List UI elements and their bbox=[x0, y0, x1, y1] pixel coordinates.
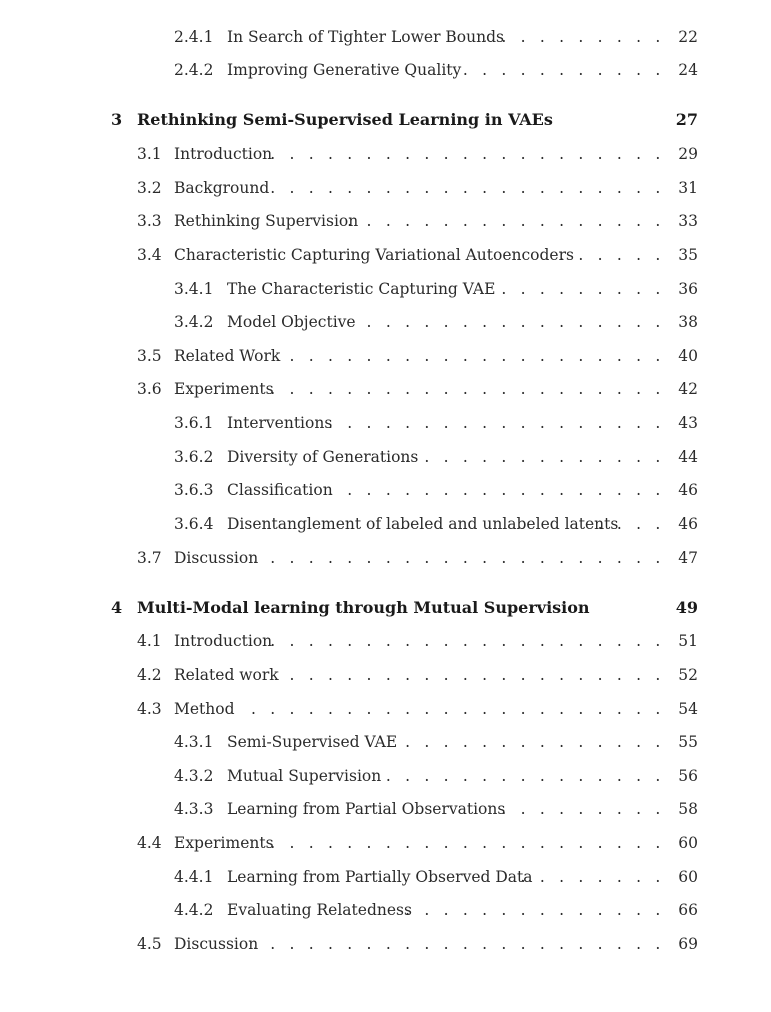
toc-entry[interactable] bbox=[0, 898, 771, 922]
dot-leader bbox=[406, 445, 665, 469]
dot-leader bbox=[330, 411, 665, 435]
dot-leader bbox=[268, 831, 665, 855]
toc-entry[interactable] bbox=[0, 697, 771, 721]
section-title: Introduction bbox=[174, 632, 273, 650]
section-number: 3.6.4 bbox=[174, 515, 214, 533]
section-number: 2.4.2 bbox=[174, 61, 214, 79]
section-number: 4.5 bbox=[137, 935, 162, 953]
section-number: 3.6.3 bbox=[174, 481, 214, 499]
page-number: 46 bbox=[678, 515, 698, 533]
section-title: Disentanglement of labeled and unlabeled latents bbox=[227, 515, 619, 533]
section-number: 3.1 bbox=[137, 145, 162, 163]
section-number: 4.4 bbox=[137, 834, 162, 852]
section-title: Introduction bbox=[174, 145, 273, 163]
page-number: 51 bbox=[678, 632, 698, 650]
toc-entry[interactable] bbox=[0, 209, 771, 233]
chapter-number: 4 bbox=[111, 598, 123, 617]
section-title: Classification bbox=[227, 481, 333, 499]
chapter-title: Multi-Modal learning through Mutual Supervision bbox=[137, 598, 590, 617]
toc-entry[interactable] bbox=[0, 546, 771, 570]
section-title: Evaluating Relatedness bbox=[227, 901, 412, 919]
dot-leader bbox=[485, 25, 665, 49]
dot-leader bbox=[242, 697, 665, 721]
section-title: In Search of Tighter Lower Bounds bbox=[227, 28, 504, 46]
toc-entry[interactable] bbox=[0, 176, 771, 200]
page-number: 58 bbox=[678, 800, 698, 818]
section-title: Discussion bbox=[174, 549, 259, 567]
section-number: 4.3.1 bbox=[174, 733, 214, 751]
page-number: 55 bbox=[678, 733, 698, 751]
dot-leader bbox=[330, 478, 665, 502]
section-title: Experiments bbox=[174, 834, 274, 852]
toc-chapter[interactable] bbox=[0, 108, 771, 132]
toc-entry[interactable] bbox=[0, 730, 771, 754]
dot-leader bbox=[280, 663, 665, 687]
toc-entry[interactable] bbox=[0, 797, 771, 821]
section-number: 2.4.1 bbox=[174, 28, 214, 46]
dot-leader bbox=[588, 512, 665, 536]
toc-entry[interactable] bbox=[0, 377, 771, 401]
section-title: The Characteristic Capturing VAE bbox=[227, 280, 496, 298]
toc-entry[interactable] bbox=[0, 764, 771, 788]
section-number: 4.3.2 bbox=[174, 767, 214, 785]
page-number: 24 bbox=[678, 61, 698, 79]
section-title: Discussion bbox=[174, 935, 259, 953]
section-title: Learning from Partially Observed Data bbox=[227, 868, 533, 886]
toc-entry[interactable] bbox=[0, 344, 771, 368]
section-number: 4.3 bbox=[137, 700, 162, 718]
dot-leader bbox=[355, 310, 665, 334]
dot-leader bbox=[280, 344, 665, 368]
section-title: Mutual Supervision bbox=[227, 767, 382, 785]
dot-leader bbox=[490, 797, 665, 821]
page-number: 49 bbox=[675, 598, 698, 617]
page-number: 35 bbox=[678, 246, 698, 264]
section-number: 4.2 bbox=[137, 666, 162, 684]
section-number: 3.4.1 bbox=[174, 280, 214, 298]
section-title: Characteristic Capturing Variational Autoencoders bbox=[174, 246, 574, 264]
section-number: 3.5 bbox=[137, 347, 162, 365]
page-number: 47 bbox=[678, 549, 698, 567]
toc-entry[interactable] bbox=[0, 663, 771, 687]
page-number: 43 bbox=[678, 414, 698, 432]
toc-entry[interactable] bbox=[0, 831, 771, 855]
section-title: Model Objective bbox=[227, 313, 356, 331]
page-number: 46 bbox=[678, 481, 698, 499]
page-number: 33 bbox=[678, 212, 698, 230]
toc-entry[interactable] bbox=[0, 58, 771, 82]
page-number: 38 bbox=[678, 313, 698, 331]
section-title: Diversity of Generations bbox=[227, 448, 419, 466]
page-number: 69 bbox=[678, 935, 698, 953]
section-number: 4.4.2 bbox=[174, 901, 214, 919]
dot-leader bbox=[268, 142, 665, 166]
section-number: 3.6.2 bbox=[174, 448, 214, 466]
chapter-title: Rethinking Semi-Supervised Learning in VAEs bbox=[137, 110, 553, 129]
chapter-number: 3 bbox=[111, 110, 123, 129]
page-number: 60 bbox=[678, 834, 698, 852]
page-number: 52 bbox=[678, 666, 698, 684]
toc-entry[interactable] bbox=[0, 865, 771, 889]
section-number: 3.7 bbox=[137, 549, 162, 567]
toc-entry[interactable] bbox=[0, 629, 771, 653]
dot-leader bbox=[486, 277, 665, 301]
section-number: 4.4.1 bbox=[174, 868, 214, 886]
toc-entry[interactable] bbox=[0, 277, 771, 301]
section-number: 3.4.2 bbox=[174, 313, 214, 331]
toc-entry[interactable] bbox=[0, 932, 771, 956]
page-number: 29 bbox=[678, 145, 698, 163]
section-number: 4.1 bbox=[137, 632, 162, 650]
dot-leader bbox=[514, 865, 665, 889]
section-title: Related Work bbox=[174, 347, 281, 365]
dot-leader bbox=[448, 58, 665, 82]
toc-entry[interactable] bbox=[0, 243, 771, 267]
page-number: 27 bbox=[675, 110, 698, 129]
section-title: Related work bbox=[174, 666, 279, 684]
page-number: 44 bbox=[678, 448, 698, 466]
dot-leader bbox=[254, 932, 665, 956]
section-title: Interventions bbox=[227, 414, 333, 432]
page-number: 22 bbox=[678, 28, 698, 46]
toc-entry[interactable] bbox=[0, 512, 771, 536]
toc-chapter[interactable] bbox=[0, 596, 771, 620]
dot-leader bbox=[268, 629, 665, 653]
dot-leader bbox=[254, 546, 665, 570]
section-title: Improving Generative Quality bbox=[227, 61, 462, 79]
toc-entry[interactable] bbox=[0, 478, 771, 502]
page-number: 31 bbox=[678, 179, 698, 197]
toc-entry[interactable] bbox=[0, 310, 771, 334]
dot-leader bbox=[345, 209, 665, 233]
dot-leader bbox=[398, 898, 665, 922]
section-title: Rethinking Supervision bbox=[174, 212, 359, 230]
section-title: Experiments bbox=[174, 380, 274, 398]
section-number: 3.4 bbox=[137, 246, 162, 264]
section-title: Method bbox=[174, 700, 235, 718]
page-number: 60 bbox=[678, 868, 698, 886]
section-number: 3.3 bbox=[137, 212, 162, 230]
page-number: 36 bbox=[678, 280, 698, 298]
page-number: 56 bbox=[678, 767, 698, 785]
dot-leader bbox=[268, 377, 665, 401]
section-title: Background bbox=[174, 179, 270, 197]
toc-entry[interactable] bbox=[0, 411, 771, 435]
dot-leader bbox=[370, 764, 665, 788]
section-title: Semi-Supervised VAE bbox=[227, 733, 398, 751]
section-number: 3.2 bbox=[137, 179, 162, 197]
toc-entry[interactable] bbox=[0, 142, 771, 166]
dot-leader bbox=[394, 730, 665, 754]
dot-leader bbox=[548, 243, 665, 267]
page-number: 54 bbox=[678, 700, 698, 718]
section-number: 3.6 bbox=[137, 380, 162, 398]
section-number: 3.6.1 bbox=[174, 414, 214, 432]
section-number: 4.3.3 bbox=[174, 800, 214, 818]
toc-entry[interactable] bbox=[0, 445, 771, 469]
page-number: 42 bbox=[678, 380, 698, 398]
page-number: 66 bbox=[678, 901, 698, 919]
toc-entry[interactable] bbox=[0, 25, 771, 49]
dot-leader bbox=[266, 176, 665, 200]
section-title: Learning from Partial Observations bbox=[227, 800, 506, 818]
page-number: 40 bbox=[678, 347, 698, 365]
